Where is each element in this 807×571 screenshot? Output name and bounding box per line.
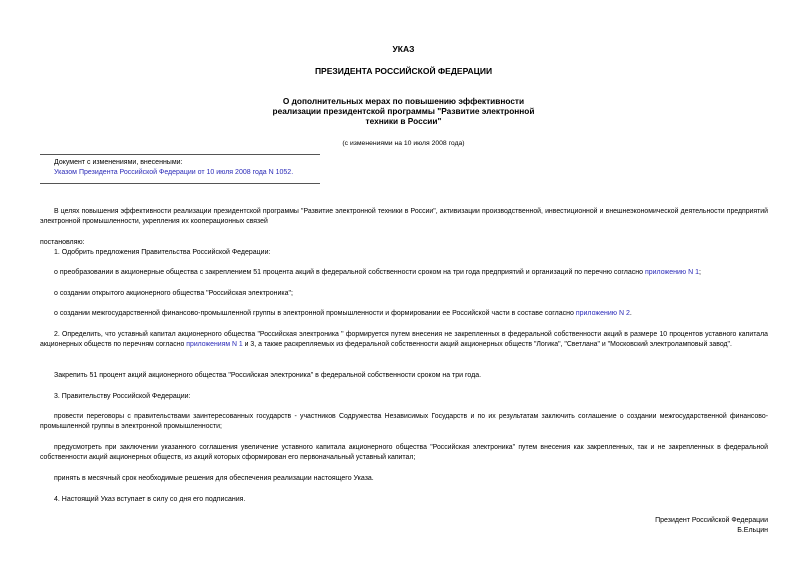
item-2-paragraph: 2. Определить, что уставный капитал акционерного общества "Российская электроника " формируется путем внесения не закрепленных в федеральной собственности акций в размере 10 процентов уставного капитала акционерных обществ по перечням согласно приложениям N 1 и 3, а также раскрепляемых из федеральной собственности акций акционерных обществ "Логика", "Светлана" и "Московский электроламповый завод". bbox=[40, 331, 768, 348]
subject-line-3: техники в России" bbox=[365, 116, 442, 126]
subject-line-2: реализации президентской программы "Развитие электронной bbox=[272, 106, 535, 116]
signature-position: Президент Российской Федерации bbox=[655, 517, 768, 524]
item-1c-paragraph: о создании межгосударственной финансово-промышленной группы в электронной промышленности и формировании ее Российской части в составе согласно приложению N 2. bbox=[54, 310, 632, 317]
item-2b-paragraph: Закрепить 51 процент акций акционерного общества "Российская электроника" в федеральной собственности сроком на три года. bbox=[54, 372, 482, 379]
amendments-top-rule bbox=[40, 154, 320, 155]
item-1b-paragraph: о создании открытого акционерного общества "Российская электроника"; bbox=[54, 290, 293, 297]
item-4-paragraph: 4. Настоящий Указ вступает в силу со дня его подписания. bbox=[54, 496, 246, 503]
signature-name: Б.Ельцин bbox=[737, 527, 768, 534]
preamble-paragraph: В целях повышения эффективности реализации президентской программы "Развитие электронной техники в России", активизации производственной, инвестиционной и внешнеэкономической деятельности предприятий электронной промышленности, укрепления их кооперационных связей bbox=[40, 208, 768, 225]
amendments-label: Документ с изменениями, внесенными: bbox=[54, 159, 183, 166]
appendices-1-link[interactable]: приложениям N 1 bbox=[186, 341, 243, 348]
item-3-heading: 3. Правительству Российской Федерации: bbox=[54, 393, 191, 400]
item-1a-paragraph: о преобразовании в акционерные общества с закреплением 51 процента акций в федеральной собственности сроком на три года предприятий и организаций по перечню согласно приложению N 1; bbox=[54, 269, 701, 276]
item-3c-paragraph: принять в месячный срок необходимые решения для обеспечения реализации настоящего Указа. bbox=[54, 475, 374, 482]
revision-note: (с изменениями на 10 июля 2008 года) bbox=[342, 140, 465, 147]
item-3a-paragraph: провести переговоры с правительствами заинтересованных государств - участников Содружества Независимых Государств и по их результатам заключить соглашение о создании межгосударственной финансово-промышленной группы в электронной промышленности; bbox=[40, 413, 768, 430]
amendment-decree-link[interactable]: Указом Президента Российской Федерации от 10 июля 2008 года N 1052. bbox=[54, 169, 294, 176]
document-issuer: ПРЕЗИДЕНТА РОССИЙСКОЙ ФЕДЕРАЦИИ bbox=[314, 66, 493, 76]
appendix-2-link[interactable]: приложению N 2 bbox=[575, 310, 630, 317]
subject-line-1: О дополнительных мерах по повышению эффективности bbox=[282, 96, 525, 106]
amendments-bottom-rule bbox=[40, 183, 320, 184]
item-3b-paragraph: предусмотреть при заключении указанного соглашения увеличение уставного капитала акционерного общества "Российская электроника" путем внесения как закрепленных, так и не закрепленных в федеральной собственности акций акционерных обществ, из акций которых сформирован его первоначальный уставный капитал; bbox=[40, 444, 768, 461]
item-1-heading: 1. Одобрить предложения Правительства Российской Федерации: bbox=[54, 249, 271, 256]
decree-word: постановляю: bbox=[40, 239, 85, 246]
appendix-1-link[interactable]: приложению N 1 bbox=[644, 269, 699, 276]
document-title: УКАЗ bbox=[392, 44, 415, 54]
